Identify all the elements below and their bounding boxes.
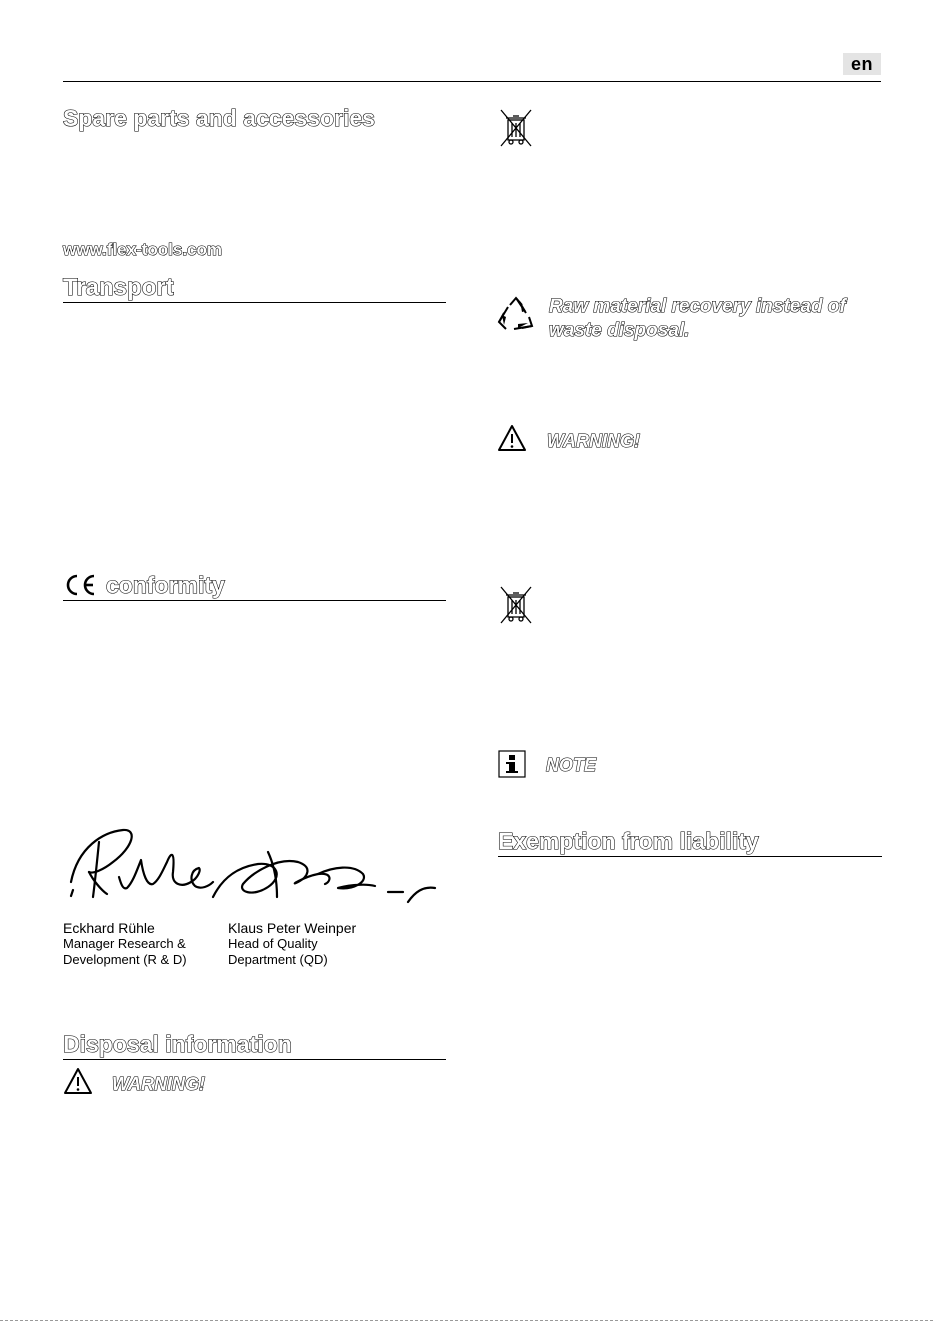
signatory-2-title-line1: Head of Quality: [228, 936, 318, 951]
signatory-1-title-line1: Manager Research &: [63, 936, 186, 951]
recovery-note-line2: waste disposal.: [549, 320, 690, 341]
website-url: www.flex-tools.com: [63, 240, 223, 259]
disposal-rule: [63, 1059, 446, 1060]
disposal-heading: Disposal information: [63, 1031, 292, 1057]
signatory-1-name: Eckhard Rühle: [63, 920, 155, 936]
spare-parts-heading: Spare parts and accessories: [63, 105, 375, 131]
recovery-note: [549, 295, 846, 343]
warning-triangle-icon: [497, 424, 527, 452]
signatory-1: [63, 920, 187, 968]
transport-heading: Transport: [63, 274, 174, 301]
ce-mark-icon: [63, 573, 97, 597]
recycle-icon: [496, 295, 536, 335]
recovery-note-line1: Raw material recovery instead of: [549, 296, 846, 317]
crossed-out-wheelie-bin-icon: [498, 585, 534, 625]
transport-rule: [63, 302, 446, 303]
conformity-rule: [63, 600, 446, 601]
warning-triangle-icon: [63, 1067, 93, 1095]
disposal-warning-label: WARNING!: [112, 1074, 205, 1094]
signatory-1-title-line2: Development (R & D): [63, 952, 187, 967]
note-label: NOTE: [546, 755, 597, 775]
signatory-2-name: Klaus Peter Weinper: [228, 920, 357, 936]
language-badge: en: [843, 53, 881, 75]
exemption-heading: Exemption from liability: [498, 828, 759, 854]
signatory-2-title-line2: Department (QD): [228, 952, 328, 967]
exemption-rule: [498, 856, 882, 857]
signatory-2: [228, 920, 356, 968]
signatures-image: [63, 822, 443, 922]
conformity-heading: conformity: [106, 572, 225, 598]
info-icon: [498, 750, 526, 778]
right-warning-label: WARNING!: [547, 431, 640, 451]
header-rule: [63, 81, 881, 82]
page-bottom-edge: [0, 1320, 933, 1321]
crossed-out-wheelie-bin-icon: [498, 108, 534, 148]
